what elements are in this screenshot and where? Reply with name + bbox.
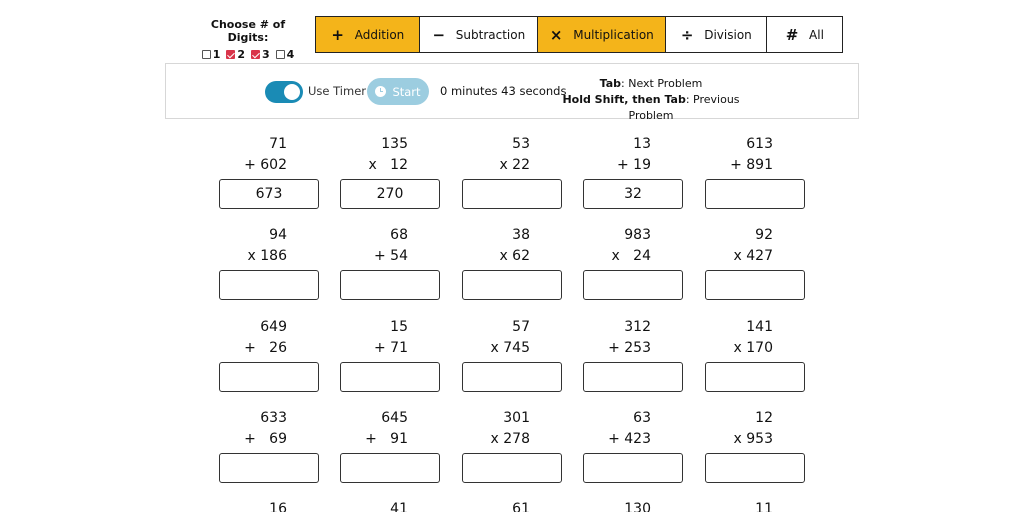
clock-icon xyxy=(375,86,386,97)
operand-top: 38 xyxy=(512,227,530,243)
operand-top: 63 xyxy=(633,410,651,426)
toggle-knob xyxy=(284,84,300,100)
answer-input[interactable] xyxy=(705,179,805,209)
answer-input[interactable] xyxy=(705,362,805,392)
digit-label: 1 xyxy=(212,48,221,61)
hint-next xyxy=(546,76,756,92)
digits-chooser xyxy=(193,18,303,61)
answer-input[interactable] xyxy=(583,453,683,483)
tab-multiplication[interactable] xyxy=(537,16,666,53)
answer-input[interactable] xyxy=(340,453,440,483)
operand-top: 11 xyxy=(755,501,773,512)
operand-top: 983 xyxy=(624,227,651,243)
digit-label: 3 xyxy=(262,48,270,61)
answer-input[interactable] xyxy=(462,362,562,392)
tab-label: All xyxy=(809,27,824,42)
digit-option-2[interactable] xyxy=(226,48,245,61)
operand-bottom: x 24 xyxy=(611,248,651,264)
use-timer-label: Use Timer xyxy=(308,84,367,98)
operand-bottom: x 22 xyxy=(499,157,530,173)
operand-bottom: + 423 xyxy=(608,431,651,447)
operand-top: 94 xyxy=(269,227,287,243)
answer-input[interactable] xyxy=(219,453,319,483)
keyboard-hints xyxy=(546,76,756,124)
operand-top: 141 xyxy=(746,319,773,335)
hint-prev-text: : Previous Problem xyxy=(628,93,740,122)
operand-bottom: + 71 xyxy=(374,340,408,356)
operand-top: 68 xyxy=(390,227,408,243)
start-button[interactable] xyxy=(367,78,429,105)
operand-top: 301 xyxy=(503,410,530,426)
digit-checkbox[interactable] xyxy=(251,50,260,59)
answer-input[interactable] xyxy=(219,270,319,300)
hint-prev xyxy=(546,92,756,124)
tab-label: Subtraction xyxy=(455,27,526,42)
operand-top: 135 xyxy=(381,136,408,152)
operand-top: 53 xyxy=(512,136,530,152)
operand-top: 92 xyxy=(755,227,773,243)
operand-top: 71 xyxy=(269,136,287,152)
digit-checkbox[interactable] xyxy=(226,50,235,59)
timer-panel xyxy=(165,63,859,122)
elapsed-time: 0 minutes 43 seconds xyxy=(440,84,567,98)
operand-top: 12 xyxy=(755,410,773,426)
use-timer-toggle[interactable] xyxy=(265,81,303,103)
operand-bottom: x 427 xyxy=(733,248,773,264)
answer-input[interactable]: 673 xyxy=(219,179,319,209)
answer-input[interactable] xyxy=(462,453,562,483)
operand-bottom: + 891 xyxy=(730,157,773,173)
tab-addition[interactable] xyxy=(315,16,420,53)
digits-title: Choose # of Digits: xyxy=(210,18,286,44)
operand-top: 645 xyxy=(381,410,408,426)
digit-options xyxy=(193,48,303,61)
tab-label: Division xyxy=(704,27,752,42)
answer-input[interactable]: 32 xyxy=(583,179,683,209)
operand-bottom: x 186 xyxy=(247,248,287,264)
answer-input[interactable]: 270 xyxy=(340,179,440,209)
operand-top: 41 xyxy=(390,501,408,512)
operand-top: 61 xyxy=(512,501,530,512)
operand-bottom: x 12 xyxy=(368,157,408,173)
operand-bottom: x 62 xyxy=(499,248,530,264)
operand-top: 633 xyxy=(260,410,287,426)
start-label: Start xyxy=(392,84,421,99)
operand-bottom: + 54 xyxy=(374,248,408,264)
digit-option-4[interactable] xyxy=(276,48,295,61)
operand-bottom: + 26 xyxy=(244,340,287,356)
tab-division[interactable] xyxy=(665,16,767,53)
operand-top: 130 xyxy=(624,501,651,512)
digit-label: 4 xyxy=(286,48,295,61)
digit-checkbox[interactable] xyxy=(202,50,211,59)
digit-checkbox[interactable] xyxy=(276,50,285,59)
all-icon: # xyxy=(785,25,799,44)
answer-input[interactable] xyxy=(462,179,562,209)
digit-option-3[interactable] xyxy=(251,48,270,61)
operand-bottom: + 91 xyxy=(365,431,408,447)
operand-top: 312 xyxy=(624,319,651,335)
operand-bottom: x 953 xyxy=(733,431,773,447)
operand-bottom: x 278 xyxy=(490,431,530,447)
multiplication-icon: × xyxy=(549,25,563,44)
operand-bottom: + 253 xyxy=(608,340,651,356)
operand-bottom: x 170 xyxy=(733,340,773,356)
operand-top: 15 xyxy=(390,319,408,335)
operation-tabs xyxy=(316,16,843,53)
addition-icon: + xyxy=(331,25,344,44)
answer-input[interactable] xyxy=(583,270,683,300)
tab-all[interactable] xyxy=(766,16,843,53)
hint-prev-key: Hold Shift, then Tab xyxy=(562,93,686,106)
answer-input[interactable] xyxy=(462,270,562,300)
answer-input[interactable] xyxy=(705,453,805,483)
answer-input[interactable] xyxy=(583,362,683,392)
division-icon: ÷ xyxy=(680,25,694,44)
subtraction-icon: − xyxy=(432,25,446,44)
tab-subtraction[interactable] xyxy=(419,16,538,53)
digit-option-1[interactable] xyxy=(202,48,221,61)
tab-label: Addition xyxy=(354,27,405,42)
answer-input[interactable] xyxy=(340,362,440,392)
answer-input[interactable] xyxy=(219,362,319,392)
operand-bottom: + 69 xyxy=(244,431,287,447)
tab-label: Multiplication xyxy=(573,27,654,42)
operand-bottom: + 19 xyxy=(617,157,651,173)
answer-input[interactable] xyxy=(340,270,440,300)
operand-top: 16 xyxy=(269,501,287,512)
digit-label: 2 xyxy=(237,48,245,61)
operand-top: 57 xyxy=(512,319,530,335)
operand-top: 613 xyxy=(746,136,773,152)
hint-next-text: : Next Problem xyxy=(621,77,703,90)
operand-bottom: + 602 xyxy=(244,157,287,173)
operand-bottom: x 745 xyxy=(490,340,530,356)
operand-top: 13 xyxy=(633,136,651,152)
answer-input[interactable] xyxy=(705,270,805,300)
hint-next-key: Tab xyxy=(599,77,622,90)
operand-top: 649 xyxy=(260,319,287,335)
